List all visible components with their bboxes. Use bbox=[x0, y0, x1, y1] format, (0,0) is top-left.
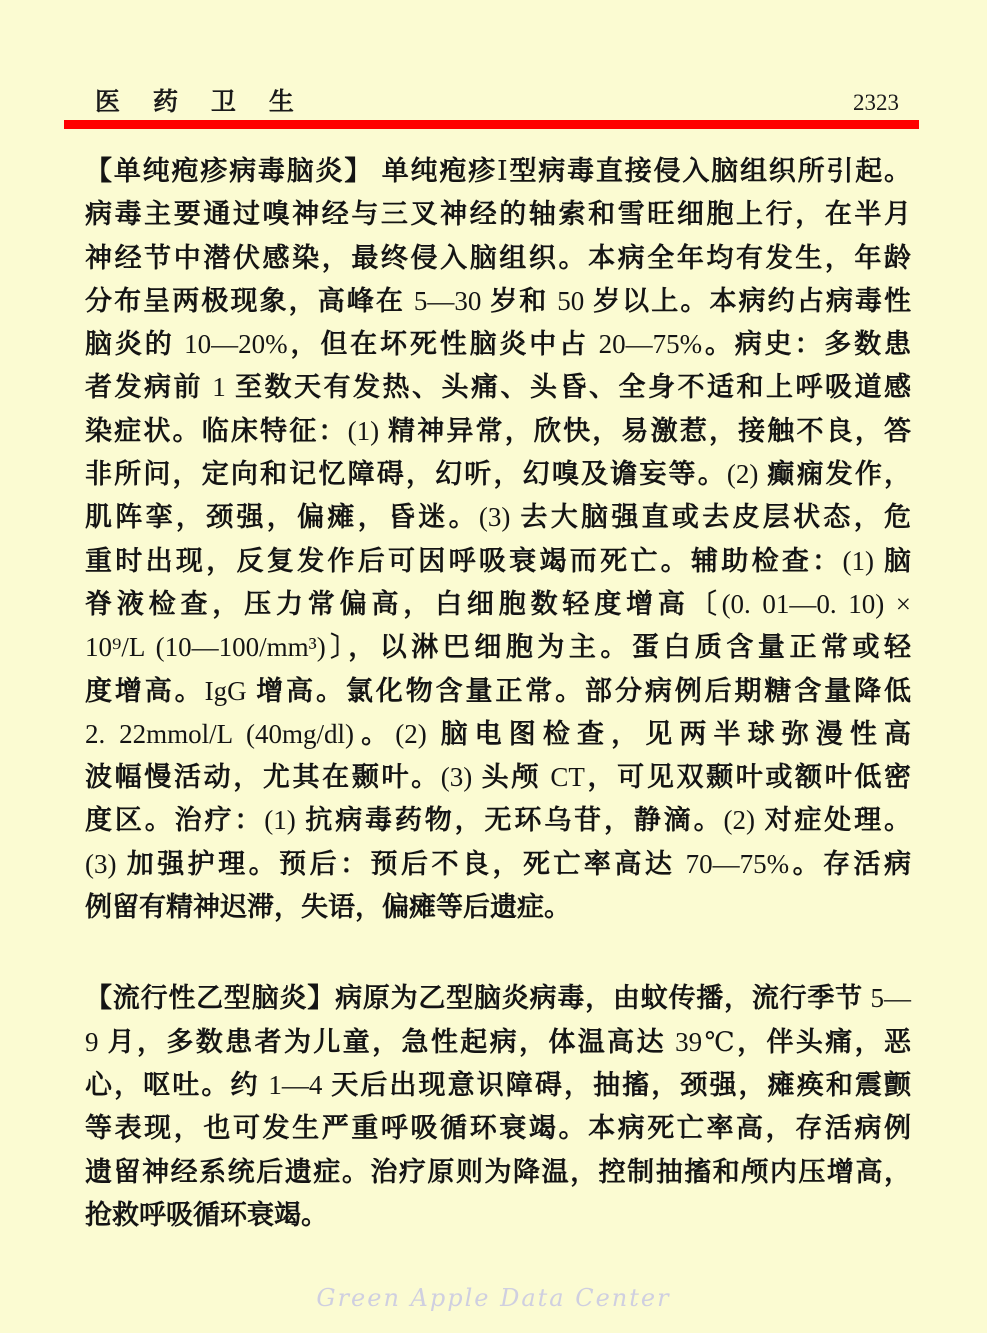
text-line: 10⁹/L (10—100/mm³)〕，以淋巴细胞为主。蛋白质含量正常或轻 bbox=[85, 632, 911, 663]
text-line: 等表现，也可发生严重呼吸循环衰竭。本病死亡率高，存活病例 bbox=[85, 1113, 911, 1144]
latin-text-run: 5—30 bbox=[405, 285, 491, 316]
text-line: 【流行性乙型脑炎】病原为乙型脑炎病毒，由蚊传播，流行季节 5— bbox=[85, 983, 912, 1014]
text-line: 神经节中潜伏感染，最终侵入脑组织。本病全年均有发生，年龄 bbox=[85, 242, 911, 273]
text-line: (3) 加强护理。预后：预后不良，死亡率高达 70—75%。存活病 bbox=[85, 848, 912, 879]
header-rule bbox=[64, 120, 919, 129]
page-footer bbox=[0, 1284, 987, 1312]
text-line: 2. 22mmol/L (40mg/dl)。(2) 脑电图检查，见两半球弥漫性高 bbox=[85, 718, 912, 749]
text-line: 【单纯疱疹病毒脑炎】 单纯疱疹Ⅰ型病毒直接侵入脑组织所引起。 bbox=[85, 156, 912, 186]
latin-text-run: (2) bbox=[395, 718, 441, 749]
dictionary-entry bbox=[85, 977, 911, 1237]
text-line: 度增高。IgG 增高。氯化物含量正常。部分病例后期糖含量降低 bbox=[85, 675, 911, 706]
latin-text-run: 39℃ bbox=[665, 1026, 738, 1057]
dictionary-entry bbox=[85, 150, 911, 929]
latin-text-run: 5— bbox=[862, 983, 912, 1014]
text-line: 染症状。临床特征：(1) 精神异常，欣快，易激惹，接触不良，答 bbox=[85, 415, 912, 446]
latin-text-run: 10—20% bbox=[174, 329, 288, 360]
latin-text-run: 2. 22mmol/L (40mg/dl) bbox=[85, 718, 354, 749]
text-line: 脑炎的 10—20%，但在坏死性脑炎中占 20—75%。病史：多数患 bbox=[85, 329, 911, 360]
latin-text-run: (2) bbox=[726, 459, 768, 490]
latin-text-run: 1 bbox=[203, 372, 235, 403]
latin-text-run: (1) bbox=[264, 805, 306, 836]
text-line: 肌阵挛，颈强，偏瘫，昏迷。(3) 去大脑强直或去皮层状态，危 bbox=[85, 502, 912, 533]
latin-text-run: 10⁹/L (10—100/mm³) bbox=[85, 632, 326, 663]
text-line: 波幅慢活动，尤其在颞叶。(3) 头颅 CT，可见双颞叶或额叶低密 bbox=[85, 762, 912, 793]
text-line: 度区。治疗：(1) 抗病毒药物，无环乌苷，静滴。(2) 对症处理。 bbox=[85, 805, 912, 836]
text-line: 心，呕吐。约 1—4 天后出现意识障碍，抽搐，颈强，瘫痪和震颤 bbox=[85, 1069, 912, 1100]
latin-text-run: (1) bbox=[347, 415, 389, 446]
text-line: 例留有精神迟滞，失语，偏瘫等后遗症。 bbox=[85, 892, 571, 923]
latin-text-run: 1—4 bbox=[259, 1069, 332, 1100]
page-number: 2323 bbox=[853, 90, 899, 115]
latin-text-run: CT bbox=[540, 762, 585, 793]
text-line: 分布呈两极现象，高峰在 5—30 岁和 50 岁以上。本病约占病毒性 bbox=[85, 285, 912, 316]
entry-term: 【流行性乙型脑炎】 bbox=[85, 983, 336, 1014]
latin-text-run: (3) bbox=[85, 848, 127, 879]
latin-text-run: 20—75% bbox=[588, 329, 703, 360]
entry-term: 【单纯疱疹病毒脑炎】 bbox=[85, 156, 374, 186]
text-line: 遗留神经系统后遗症。治疗原则为降温，控制抽搐和颅内压增高， bbox=[85, 1156, 911, 1187]
latin-text-run: 70—75% bbox=[675, 848, 790, 879]
section-title: 医 药 卫 生 bbox=[95, 88, 303, 116]
article-content bbox=[85, 150, 911, 1237]
latin-text-run: IgG bbox=[204, 675, 257, 706]
latin-text-run bbox=[373, 156, 382, 186]
text-line: 非所问，定向和记忆障碍，幻听，幻嗅及谵妄等。(2) 癫痫发作， bbox=[85, 459, 912, 490]
text-line: 病毒主要通过嗅神经与三叉神经的轴索和雪旺细胞上行，在半月 bbox=[85, 199, 911, 230]
latin-text-run: Ⅰ bbox=[496, 156, 510, 186]
text-line: 抢救呼吸循环衰竭。 bbox=[85, 1199, 328, 1230]
latin-text-run: (1) bbox=[842, 545, 884, 576]
watermark-text: Green Apple Data Center bbox=[316, 1284, 671, 1312]
latin-text-run: (2) bbox=[723, 805, 765, 836]
text-line: 脊液检查，压力常偏高，白细胞数轻度增高〔(0. 01—0. 10) × bbox=[85, 588, 912, 619]
text-line: 者发病前 1 至数天有发热、头痛、头昏、全身不适和上呼吸道感 bbox=[85, 372, 911, 403]
latin-text-run: 50 bbox=[548, 285, 594, 316]
text-line: 9 月，多数患者为儿童，急性起病，体温高达 39℃，伴头痛，恶 bbox=[85, 1026, 912, 1057]
latin-text-run: (0. 01—0. 10) × bbox=[721, 588, 912, 619]
latin-text-run: (3) bbox=[440, 762, 482, 793]
page-header bbox=[95, 82, 899, 118]
text-line: 重时出现，反复发作后可因呼吸衰竭而死亡。辅助检查：(1) 脑 bbox=[85, 545, 911, 576]
latin-text-run: (3) bbox=[478, 502, 521, 533]
latin-text-run: 9 bbox=[85, 1026, 108, 1057]
